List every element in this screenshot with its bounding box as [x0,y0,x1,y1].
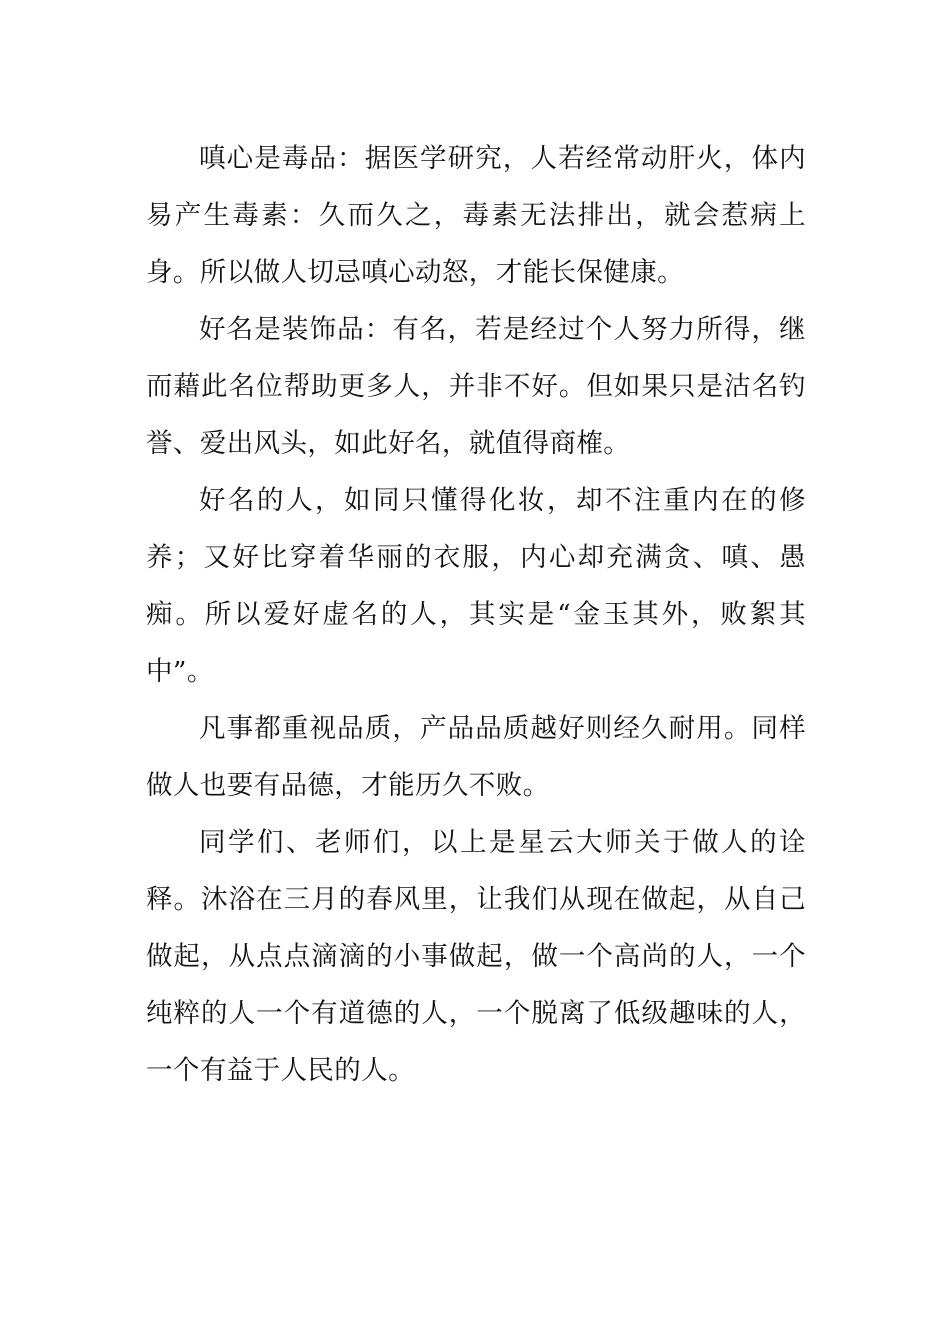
paragraph-closing: 同学们、老师们，以上是星云大师关于做人的诠释。沐浴在三月的春风里，让我们从现在做起，从自己做起，从点点滴滴的小事做起，做一个高尚的人，一个纯粹的人一个有道德的人，一个脱离了低级趣味的人，一个有益于人民的人。 [146,827,806,1086]
paragraph-anger: 嗔心是毒品：据医学研究，人若经常动肝火，体内易产生毒素：久而久之，毒素无法排出，就会惹病上身。所以做人切忌嗔心动怒，才能长保健康。 [146,143,806,288]
paragraph-fame-ornament: 好名是装饰品：有名，若是经过个人努力所得，继而藉此名位帮助更多人，并非不好。但如果只是沽名钓誉、爱出风头，如此好名，就值得商榷。 [146,314,806,459]
paragraph-quality: 凡事都重视品质，产品品质越好则经久耐用。同样做人也要有品德，才能历久不败。 [146,713,806,801]
document-body [146,130,806,1099]
paragraph-vain-people: 好名的人，如同只懂得化妆，却不注重内在的修养；又好比穿着华丽的衣服，内心却充满贪、嗔、愚痴。所以爱好虚名的人，其实是“金玉其外，败絮其中”。 [146,485,806,687]
